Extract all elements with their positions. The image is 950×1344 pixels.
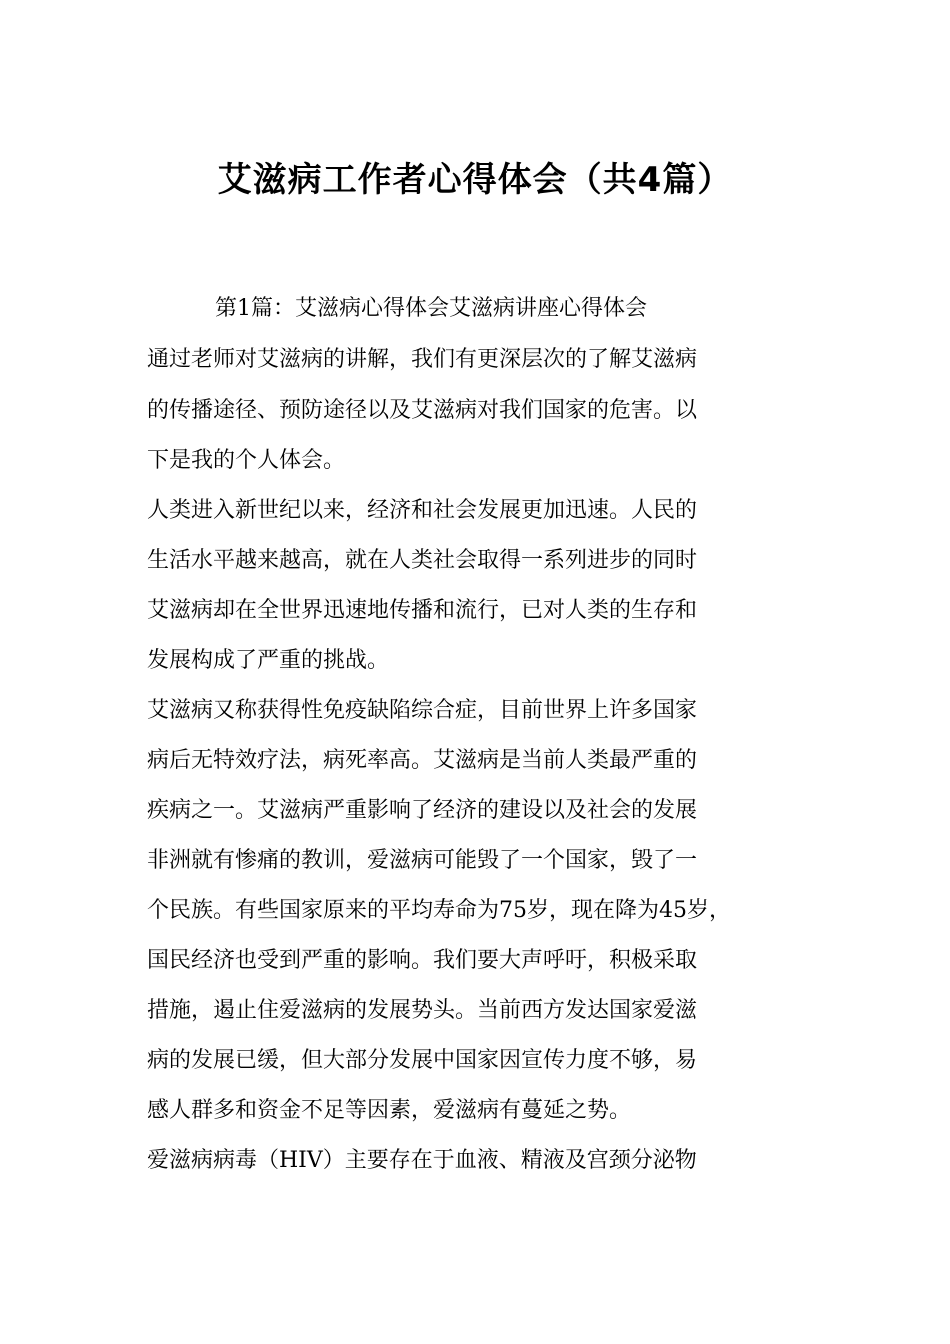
body-line: 的传播途径、预防途径以及艾滋病对我们国家的危害。以 [147, 398, 698, 423]
body-line: 发展构成了严重的挑战。 [147, 648, 390, 673]
body-line: 下是我的个人体会。 [147, 448, 346, 473]
body-line: 病后无特效疗法，病死率高。艾滋病是当前人类最严重的 [147, 748, 698, 773]
body-line: 病的发展已缓，但大部分发展中国家因宣传力度不够，易 [147, 1048, 698, 1073]
body-line: 人类进入新世纪以来，经济和社会发展更加迅速。人民的 [147, 498, 698, 523]
document-title: 艾滋病工作者心得体会（共4篇） [217, 160, 733, 200]
body-line: 艾滋病却在全世界迅速地传播和流行，已对人类的生存和 [147, 598, 698, 623]
article-heading: 第1篇：艾滋病心得体会艾滋病讲座心得体会 [215, 296, 647, 321]
body-line: 非洲就有惨痛的教训，爱滋病可能毁了一个国家，毁了一 [147, 848, 698, 873]
body-line: 个民族。有些国家原来的平均寿命为75岁，现在降为45岁， [147, 898, 731, 923]
body-line: 措施，遏止住爱滋病的发展势头。当前西方发达国家爱滋 [147, 998, 698, 1023]
body-line: 生活水平越来越高，就在人类社会取得一系列进步的同时 [147, 548, 698, 573]
body-line: 感人群多和资金不足等因素，爱滋病有蔓延之势。 [147, 1098, 632, 1123]
body-line: 艾滋病又称获得性免疫缺陷综合症，目前世界上许多国家 [147, 698, 698, 723]
body-line: 通过老师对艾滋病的讲解，我们有更深层次的了解艾滋病 [147, 347, 698, 372]
body-line: 爱滋病病毒（HIV）主要存在于血液、精液及宫颈分泌物 [147, 1148, 697, 1173]
body-line: 疾病之一。艾滋病严重影响了经济的建设以及社会的发展 [147, 798, 698, 823]
body-line: 国民经济也受到严重的影响。我们要大声呼吁，积极采取 [147, 948, 698, 973]
